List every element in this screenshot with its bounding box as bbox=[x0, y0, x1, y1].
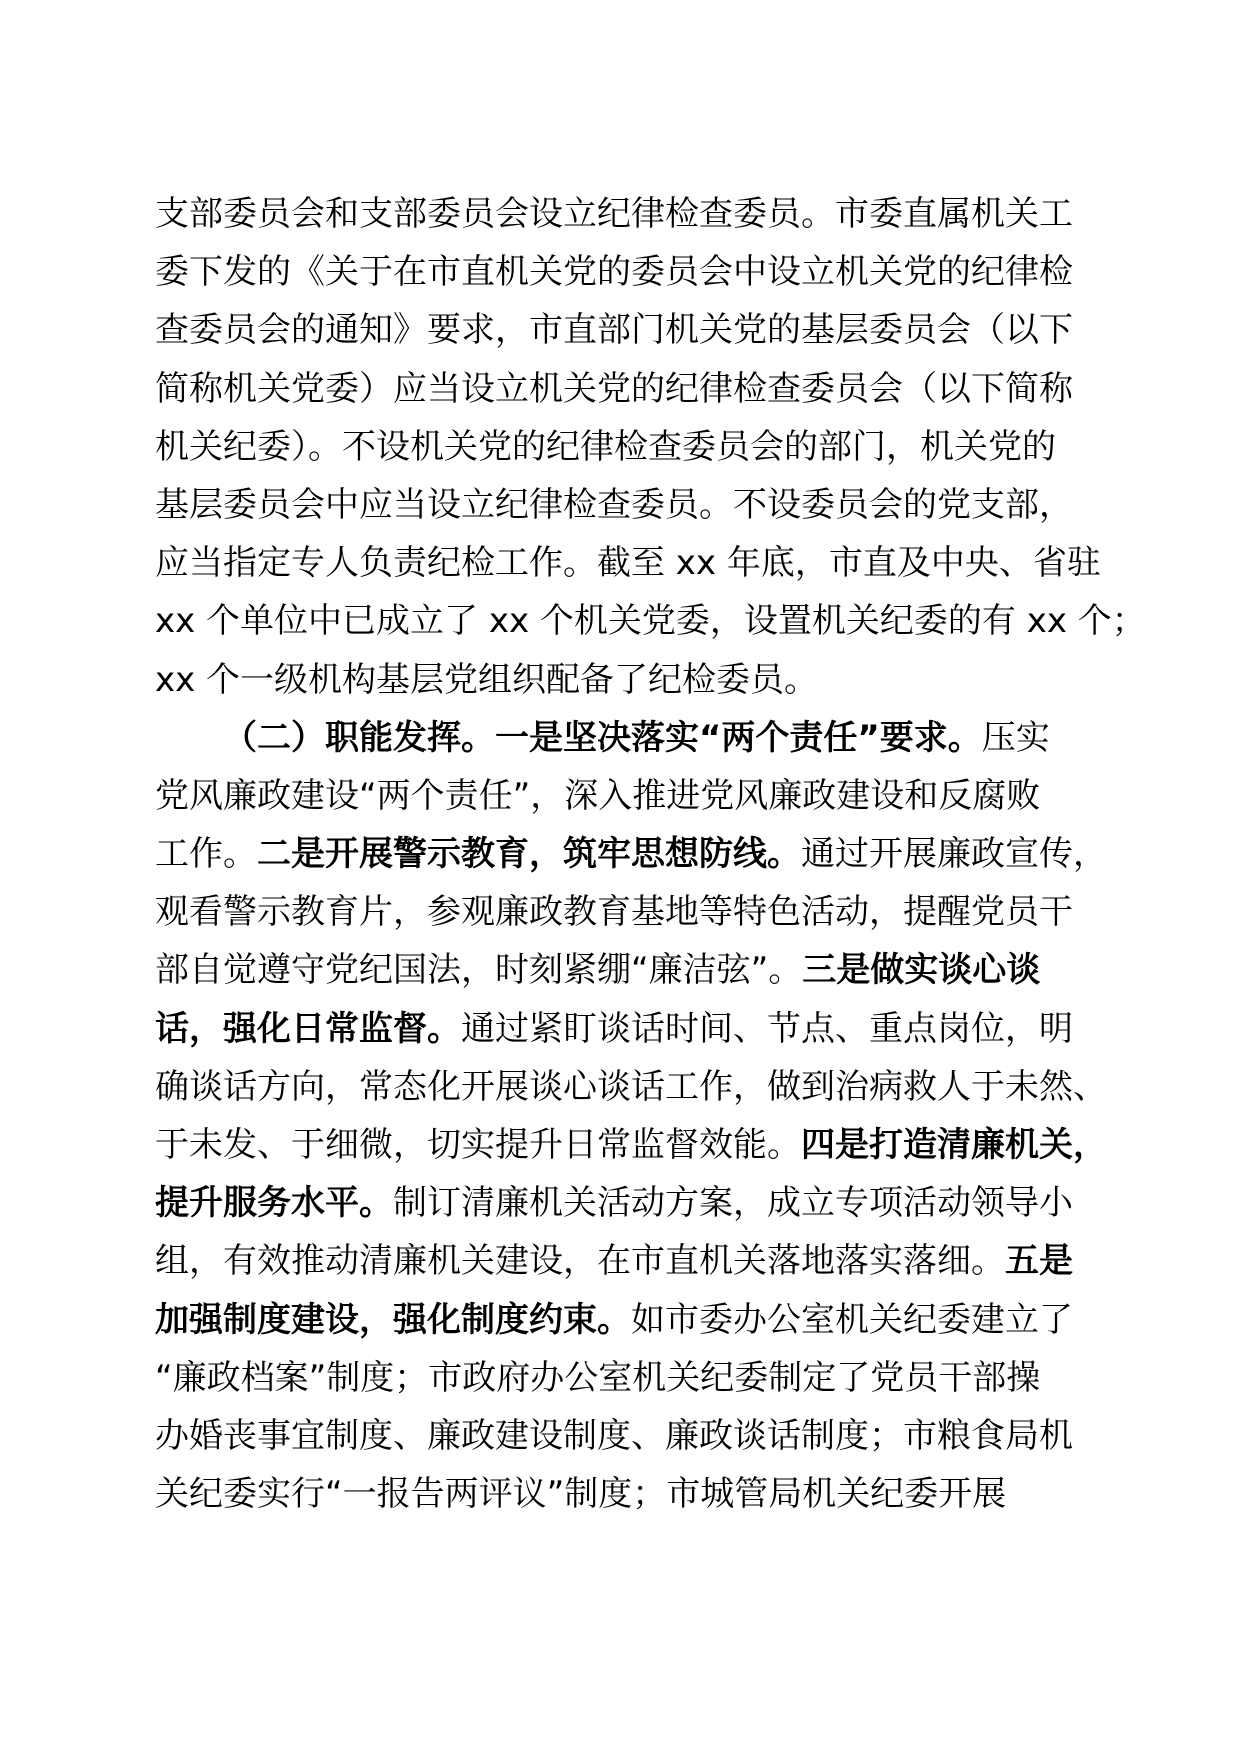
paragraph-2-line: 办婚丧事宜制度、廉政建设制度、廉政谈话制度；市粮食局机 bbox=[155, 1415, 1073, 1456]
paragraph-1-line: xx 个一级机构基层党组织配备了纪检委员。 bbox=[155, 659, 819, 700]
body-text: 组，有效推动清廉机关建设，在市直机关落地落实落细。 bbox=[155, 1241, 1005, 1282]
paragraph-1-line: 简称机关党委）应当设立机关党的纪律检查委员会（以下简称 bbox=[155, 368, 1073, 409]
paragraph-2-line: 党风廉政建设“两个责任”，深入推进党风廉政建设和反腐败 bbox=[155, 775, 1041, 816]
paragraph-2-line: 观看警示教育片，参观廉政教育基地等特色活动，提醒党员干 bbox=[155, 892, 1073, 933]
paragraph-1-line: 支部委员会和支部委员会设立纪律检查委员。市委直属机关工 bbox=[155, 194, 1073, 234]
paragraph-2-line bbox=[155, 1000, 1095, 1058]
section-heading: （二）职能发挥。一是坚决落实“两个责任”要求。 bbox=[223, 717, 982, 758]
body-text: 如市委办公室机关纪委建立了 bbox=[631, 1299, 1073, 1340]
key-point: 提升服务水平。 bbox=[155, 1183, 393, 1224]
paragraph-2-line bbox=[155, 1291, 1095, 1349]
paragraph-2-line: “廉政档案”制度；市政府办公室机关纪委制定了党员干部操 bbox=[155, 1357, 1041, 1398]
paragraph-1-line: 基层委员会中应当设立纪律检查委员。不设委员会的党支部， bbox=[155, 484, 1073, 525]
paragraph-2-line bbox=[155, 1232, 1095, 1290]
paragraph-1-line: xx 个单位中已成立了 xx 个机关党委，设置机关纪委的有 xx 个； bbox=[155, 601, 1146, 642]
paragraph-2-line: 确谈话方向，常态化开展谈心谈话工作，做到治病救人于未然、 bbox=[155, 1066, 1107, 1107]
body-text: 部自觉遵守党纪国法，时刻紧绷“廉洁弦”。 bbox=[155, 950, 803, 991]
paragraph-1-line: 查委员会的通知》要求，市直部门机关党的基层委员会（以下 bbox=[155, 310, 1073, 351]
paragraph-1-line: 应当指定专人负责纪检工作。截至 xx 年底，市直及中央、省驻 bbox=[155, 543, 1101, 584]
paragraph-2-line bbox=[155, 941, 1095, 999]
key-point: 二是开展警示教育，筑牢思想防线。 bbox=[257, 834, 801, 875]
paragraph-2-line bbox=[155, 1174, 1095, 1232]
key-point: 四是打造清廉机关， bbox=[801, 1125, 1107, 1165]
paragraph-2-line bbox=[155, 825, 1107, 883]
paragraph-1-line: 机关纪委）。不设机关党的纪律检查委员会的部门，机关党的 bbox=[155, 426, 1056, 467]
body-text: 通过开展廉政宣传， bbox=[801, 834, 1107, 875]
paragraph-2-line bbox=[155, 1116, 1107, 1174]
paragraph-2-line: 关纪委实行“一报告两评议”制度；市城管局机关纪委开展 bbox=[155, 1474, 1007, 1515]
key-point: 加强制度建设，强化制度约束。 bbox=[155, 1299, 631, 1340]
key-point: 话，强化日常监督。 bbox=[155, 1008, 461, 1049]
body-text: 压实 bbox=[981, 717, 1050, 758]
body-text: 通过紧盯谈话时间、节点、重点岗位，明 bbox=[461, 1008, 1073, 1049]
key-point: 五是 bbox=[1005, 1241, 1073, 1282]
body-text: 制订清廉机关活动方案，成立专项活动领导小 bbox=[393, 1183, 1073, 1224]
paragraph-2-line bbox=[155, 709, 1095, 767]
body-text: 工作。 bbox=[155, 834, 257, 875]
body-text: 于未发、于细微，切实提升日常监督效能。 bbox=[155, 1125, 801, 1165]
key-point: 三是做实谈心谈 bbox=[802, 950, 1041, 991]
paragraph-1-line: 委下发的《关于在市直机关党的委员会中设立机关党的纪律检 bbox=[155, 252, 1073, 293]
document-body bbox=[155, 185, 1146, 1523]
